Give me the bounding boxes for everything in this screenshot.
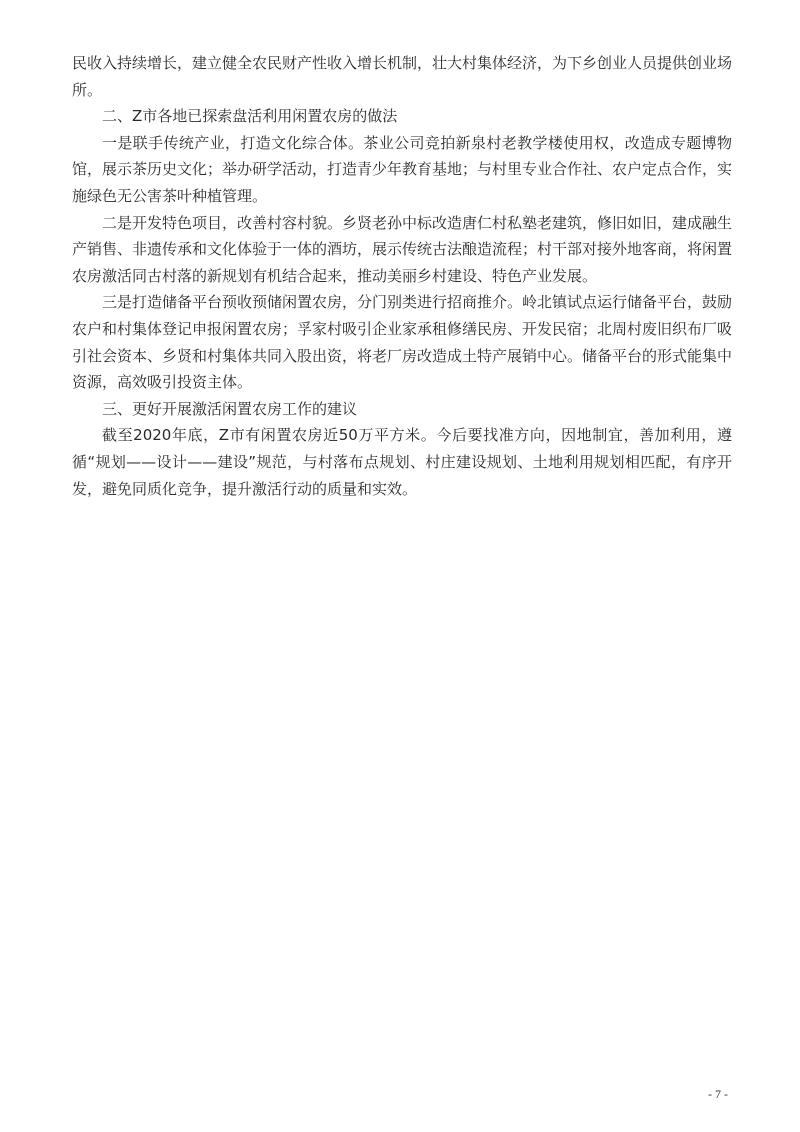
section-heading-2: 二、Z市各地已探索盘活利用闲置农房的做法 bbox=[102, 107, 398, 126]
section-heading-3: 三、更好开展激活闲置农房工作的建议 bbox=[102, 399, 358, 418]
paragraph-first-practice: 一是联手传统产业，打造文化综合体。茶业公司竞拍新泉村老教学楼使用权，改造成专题博物馆，展示茶历史文化；举办研学活动，打造青少年教育基地；与村里专业合作社、农户定点合作，实施绿色无公害茶叶种植管理。 bbox=[72, 133, 733, 205]
paragraph-third-practice: 三是打造储备平台预收预储闲置农房，分门别类进行招商推介。岭北镇试点运行储备平台，鼓励农户和村集体登记申报闲置农房；孚家村吸引企业家承租修缮民房、开发民宿；北周村废旧织布厂吸引社会资本、乡贤和村集体共同入股出资，将老厂房改造成土特产展销中心。储备平台的形式能集中资源，高效吸引投资主体。 bbox=[72, 293, 733, 392]
paragraph-recommendation: 截至2020年底，Z市有闲置农房近50万平方米。今后要找准方向，因地制宜，善加利用，遵循“规划——设计——建设”规范，与村落布点规划、村庄建设规划、土地利用规划相匹配，有序开发，避免同质化竞争，提升激活行动的质量和实效。 bbox=[72, 426, 732, 498]
paragraph-second-practice: 二是开发特色项目，改善村容村貌。乡贤老孙中标改造唐仁村私塾老建筑，修旧如旧，建成融生产销售、非遗传承和文化体验于一体的酒坊，展示传统古法酿造流程；村干部对接外地客商，将闲置农房激活同古村落的新规划有机结合起来，推动美丽乡村建设、特色产业发展。 bbox=[72, 213, 733, 285]
page-number: - 7 - bbox=[708, 1087, 728, 1101]
document-body bbox=[72, 50, 732, 502]
paragraph-continuation: 民收入持续增长，建立健全农民财产性收入增长机制，壮大村集体经济，为下乡创业人员提供创业场所。 bbox=[72, 54, 733, 99]
